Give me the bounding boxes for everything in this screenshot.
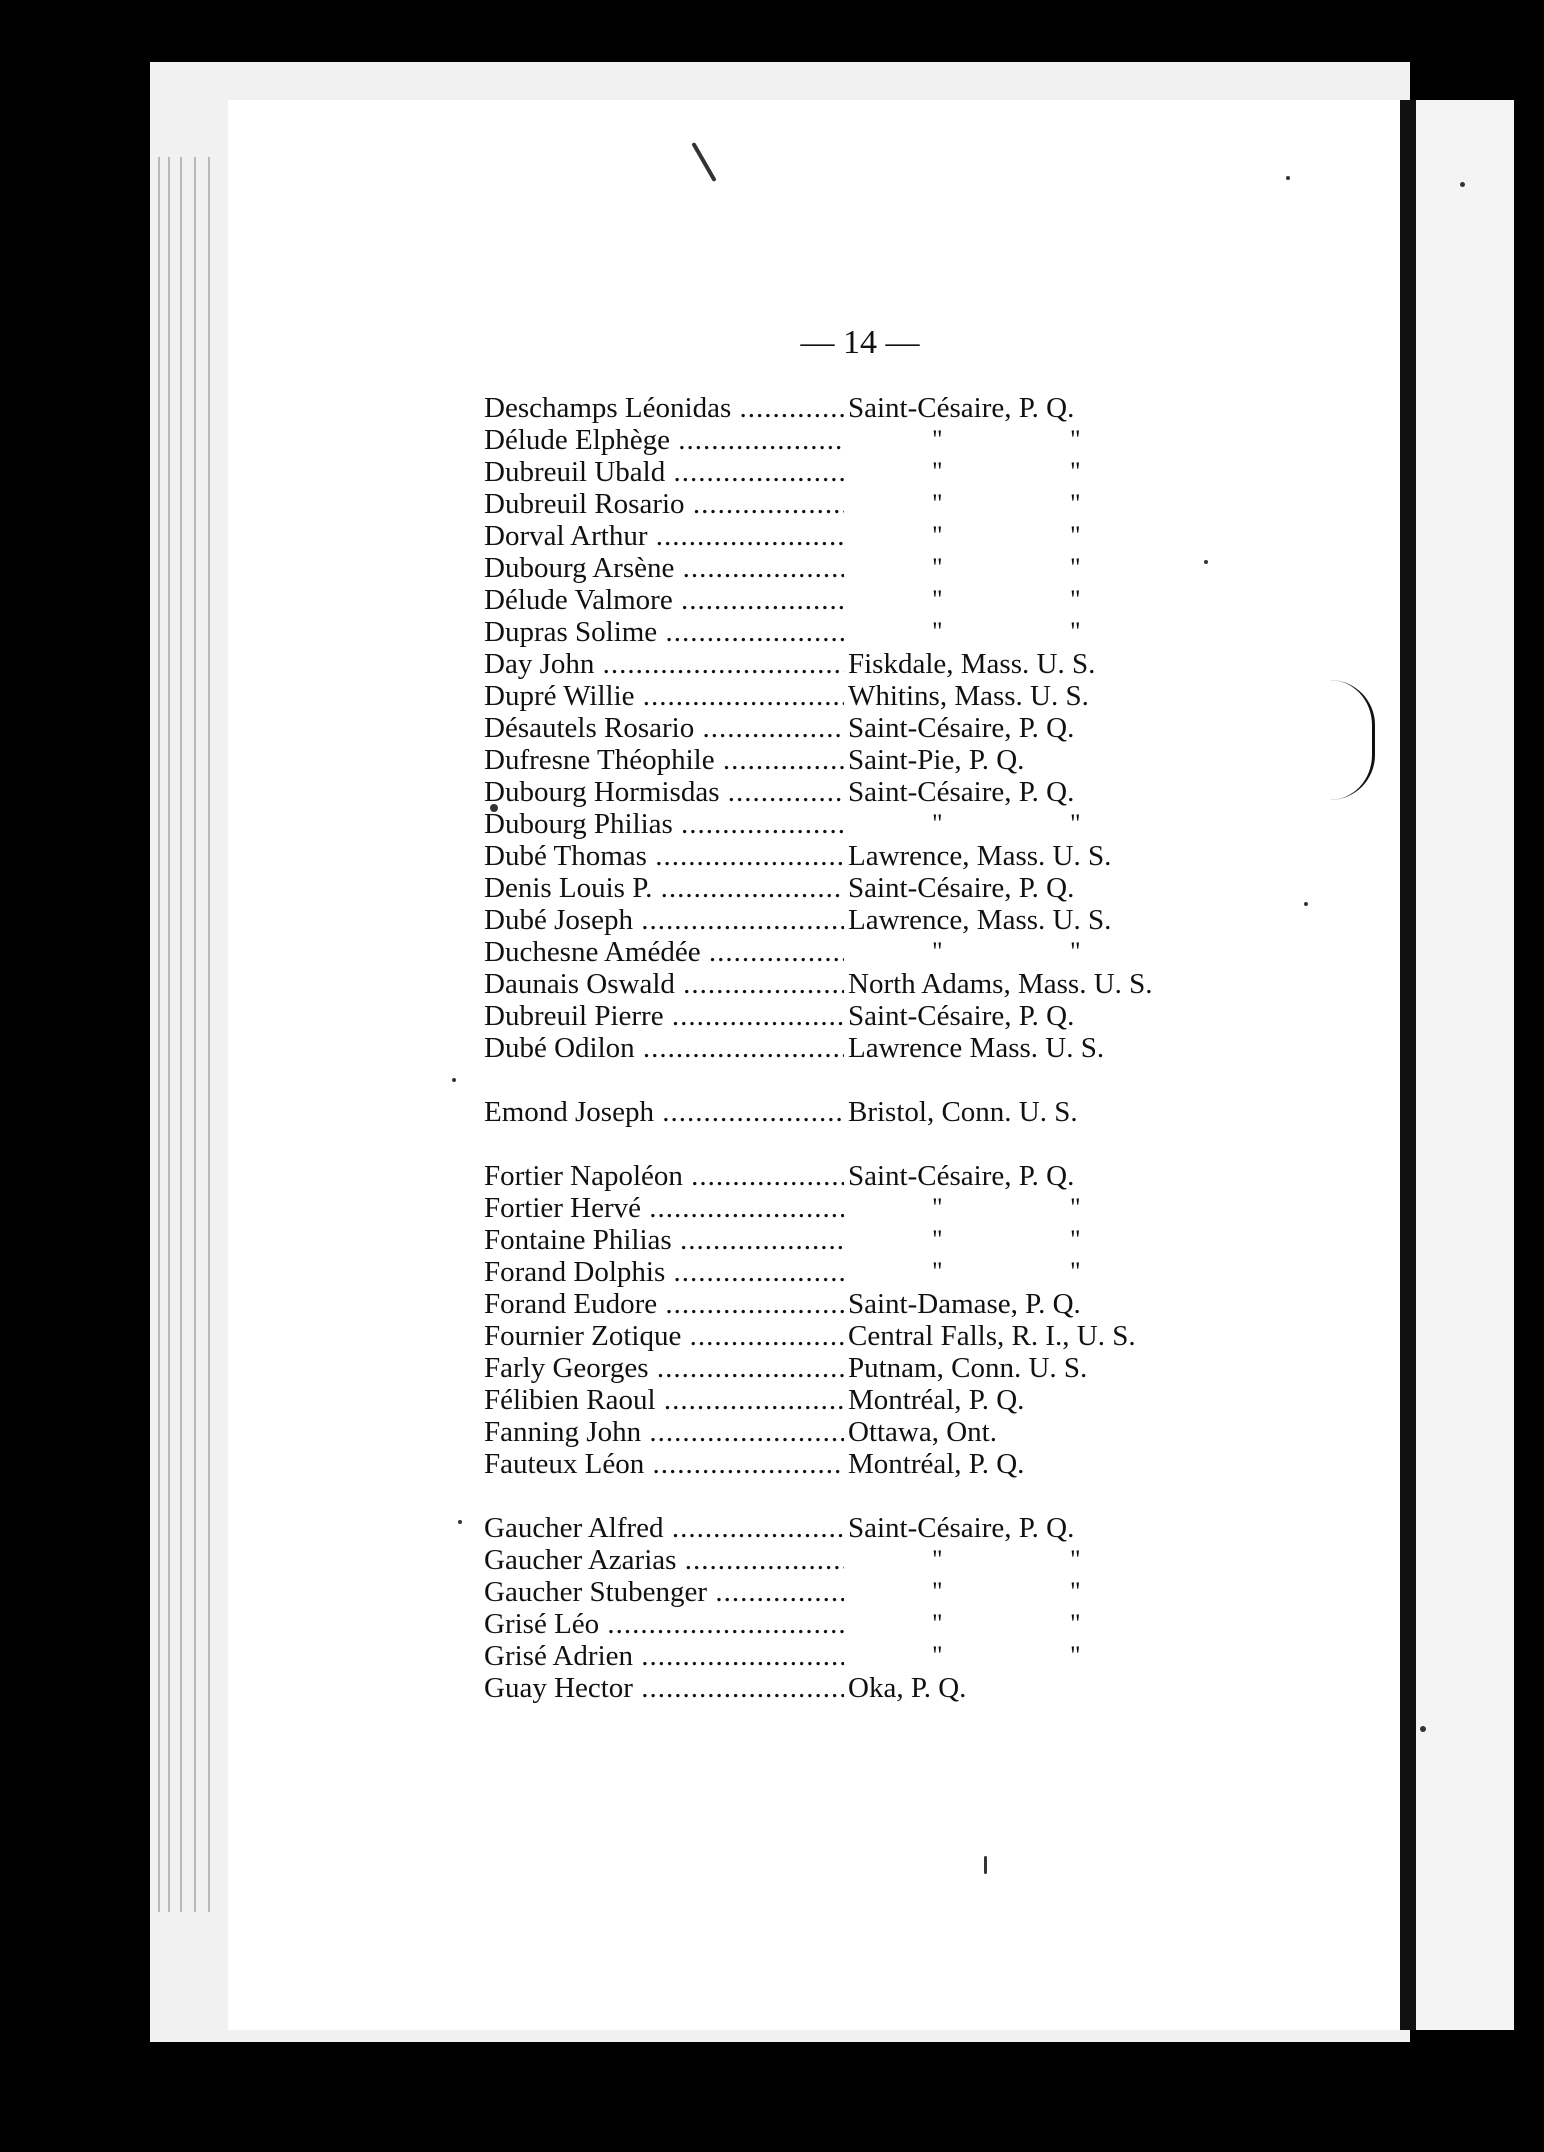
entry-name: Gaucher Stubenger ..... — [484, 1576, 844, 1608]
entry-name: Dorval Arthur ..... — [484, 520, 844, 552]
ditto-mark: " — [932, 809, 943, 838]
entry-name: Forand Eudore ..... — [484, 1288, 844, 1320]
entry-name: Dupras Solime ..... — [484, 616, 844, 648]
entry-name: Dubourg Philias ..... — [484, 808, 844, 840]
entry-name: Farly Georges ..... — [484, 1352, 844, 1384]
entry-place: Lawrence Mass. U. S. — [848, 1032, 1105, 1064]
entry-place: Saint-Césaire, P. Q. — [848, 1160, 1075, 1192]
entry-place: Lawrence, Mass. U. S. — [848, 904, 1112, 936]
entry-place: Montréal, P. Q. — [848, 1384, 1025, 1416]
entry-place: North Adams, Mass. U. S. — [848, 968, 1153, 1000]
ditto-mark: " — [1070, 1193, 1081, 1222]
page-edge-line — [194, 157, 196, 1912]
ditto-mark: " — [932, 1225, 943, 1254]
list-item — [484, 424, 1384, 456]
list-item — [484, 744, 1384, 776]
list-item — [484, 648, 1384, 680]
ditto-mark: " — [932, 457, 943, 486]
ditto-mark: " — [932, 553, 943, 582]
ditto-mark: " — [1070, 937, 1081, 966]
entry-place: Montréal, P. Q. — [848, 1448, 1025, 1480]
list-item — [484, 1032, 1384, 1064]
list-item — [484, 1320, 1384, 1352]
entry-place: Saint-Césaire, P. Q. — [848, 1000, 1075, 1032]
scan-speck — [1286, 176, 1290, 180]
directory-list — [484, 392, 1384, 1704]
list-item — [484, 1160, 1384, 1192]
list-item — [484, 1608, 1384, 1640]
ditto-mark: " — [1070, 1577, 1081, 1606]
list-item — [484, 680, 1384, 712]
list-item — [484, 1096, 1384, 1128]
entry-name: Forand Dolphis ..... — [484, 1256, 844, 1288]
entry-name: Dubé Odilon ..... — [484, 1032, 844, 1064]
ditto-mark: " — [1070, 809, 1081, 838]
entry-name: Duchesne Amédée ..... — [484, 936, 844, 968]
list-item — [484, 1416, 1384, 1448]
entry-name: Délude Elphège ..... — [484, 424, 844, 456]
entry-name: Dubourg Arsène ..... — [484, 552, 844, 584]
entry-name: Gaucher Alfred ..... — [484, 1512, 844, 1544]
ditto-mark: " — [1070, 1609, 1081, 1638]
list-item — [484, 1384, 1384, 1416]
entry-place: Saint-Pie, P. Q. — [848, 744, 1025, 776]
ditto-mark: " — [932, 1193, 943, 1222]
list-item — [484, 712, 1384, 744]
list-item — [484, 872, 1384, 904]
entry-name: Grisé Léo ..... — [484, 1608, 844, 1640]
list-item — [484, 936, 1384, 968]
page-number: — 14 — — [800, 324, 920, 361]
ditto-mark: " — [932, 1641, 943, 1670]
entry-name: Fortier Napoléon ..... — [484, 1160, 844, 1192]
entry-name: Emond Joseph ..... — [484, 1096, 844, 1128]
list-item — [484, 1544, 1384, 1576]
page-right-shadow — [1400, 100, 1416, 2030]
list-item — [484, 968, 1384, 1000]
ditto-mark: " — [1070, 1545, 1081, 1574]
entry-place: Central Falls, R. I., U. S. — [848, 1320, 1136, 1352]
list-item — [484, 840, 1384, 872]
ditto-mark: " — [1070, 425, 1081, 454]
entry-place: Saint-Césaire, P. Q. — [848, 1512, 1075, 1544]
list-item — [484, 520, 1384, 552]
entry-name: Félibien Raoul ..... — [484, 1384, 844, 1416]
ditto-mark: " — [1070, 585, 1081, 614]
ditto-mark: " — [932, 489, 943, 518]
ditto-mark: " — [932, 585, 943, 614]
list-item — [484, 1224, 1384, 1256]
entry-name: Guay Hector ..... — [484, 1672, 844, 1704]
adjacent-page-strip — [1416, 100, 1514, 2030]
entry-name: Fauteux Léon ..... — [484, 1448, 844, 1480]
entry-name: Fournier Zotique ..... — [484, 1320, 844, 1352]
ditto-mark: " — [932, 425, 943, 454]
entry-place: Fiskdale, Mass. U. S. — [848, 648, 1096, 680]
scan-speck — [984, 1856, 987, 1874]
list-item — [484, 1448, 1384, 1480]
ditto-mark: " — [1070, 1257, 1081, 1286]
entry-place: Putnam, Conn. U. S. — [848, 1352, 1088, 1384]
entry-name: Dubreuil Ubald ..... — [484, 456, 844, 488]
entry-place: Saint-Damase, P. Q. — [848, 1288, 1081, 1320]
page-edge-line — [180, 157, 182, 1912]
list-item — [484, 1288, 1384, 1320]
entry-name: Dubreuil Rosario ..... — [484, 488, 844, 520]
ditto-mark: " — [1070, 553, 1081, 582]
entry-place: Bristol, Conn. U. S. — [848, 1096, 1078, 1128]
list-item — [484, 1512, 1384, 1544]
entry-name: Dupré Willie ..... — [484, 680, 844, 712]
entry-name: Dubreuil Pierre ..... — [484, 1000, 844, 1032]
page-edge-line — [158, 157, 160, 1912]
entry-name: Dufresne Théophile ..... — [484, 744, 844, 776]
entry-name: Fontaine Philias ..... — [484, 1224, 844, 1256]
entry-place: Lawrence, Mass. U. S. — [848, 840, 1112, 872]
ditto-mark: " — [932, 617, 943, 646]
list-item — [484, 552, 1384, 584]
entry-name: Day John ..... — [484, 648, 844, 680]
list-item — [484, 1640, 1384, 1672]
ditto-mark: " — [932, 1577, 943, 1606]
ditto-mark: " — [932, 1257, 943, 1286]
entry-name: Désautels Rosario ..... — [484, 712, 844, 744]
entry-name: Denis Louis P. ..... — [484, 872, 844, 904]
entry-name: Délude Valmore ..... — [484, 584, 844, 616]
ditto-mark: " — [1070, 617, 1081, 646]
list-item — [484, 904, 1384, 936]
ditto-mark: " — [932, 1609, 943, 1638]
list-item — [484, 1192, 1384, 1224]
list-item — [484, 616, 1384, 648]
list-item — [484, 1256, 1384, 1288]
entry-name: Dubé Thomas ..... — [484, 840, 844, 872]
entry-place: Saint-Césaire, P. Q. — [848, 872, 1075, 904]
list-item — [484, 584, 1384, 616]
entry-name: Deschamps Léonidas ..... — [484, 392, 844, 424]
ditto-mark: " — [1070, 1641, 1081, 1670]
ditto-mark: " — [932, 937, 943, 966]
list-item — [484, 456, 1384, 488]
entry-place: Saint-Césaire, P. Q. — [848, 712, 1075, 744]
page-edge-line — [208, 157, 210, 1912]
list-item — [484, 1576, 1384, 1608]
entry-place: Whitins, Mass. U. S. — [848, 680, 1089, 712]
entry-name: Grisé Adrien ..... — [484, 1640, 844, 1672]
ditto-mark: " — [1070, 521, 1081, 550]
ditto-mark: " — [932, 1545, 943, 1574]
list-item — [484, 392, 1384, 424]
entry-name: Dubé Joseph ..... — [484, 904, 844, 936]
ditto-mark: " — [932, 521, 943, 550]
entry-name: Daunais Oswald ..... — [484, 968, 844, 1000]
entry-name: Dubourg Hormisdas ..... — [484, 776, 844, 808]
ditto-mark: " — [1070, 457, 1081, 486]
entry-name: Gaucher Azarias ..... — [484, 1544, 844, 1576]
scan-speck — [452, 1078, 456, 1082]
ditto-mark: " — [1070, 1225, 1081, 1254]
list-item — [484, 776, 1384, 808]
entry-place: Oka, P. Q. — [848, 1672, 967, 1704]
list-item — [484, 1352, 1384, 1384]
scan-speck — [458, 1520, 462, 1524]
scan-speck — [1420, 1726, 1426, 1732]
entry-name: Fortier Hervé ..... — [484, 1192, 844, 1224]
entry-name: Fanning John ..... — [484, 1416, 844, 1448]
list-item — [484, 808, 1384, 840]
list-item — [484, 1672, 1384, 1704]
list-item — [484, 488, 1384, 520]
entry-place: Ottawa, Ont. — [848, 1416, 997, 1448]
ditto-mark: " — [1070, 489, 1081, 518]
page-edge-line — [168, 157, 170, 1912]
entry-place: Saint-Césaire, P. Q. — [848, 776, 1075, 808]
list-item — [484, 1000, 1384, 1032]
scan-speck — [1460, 182, 1465, 187]
entry-place: Saint-Césaire, P. Q. — [848, 392, 1075, 424]
